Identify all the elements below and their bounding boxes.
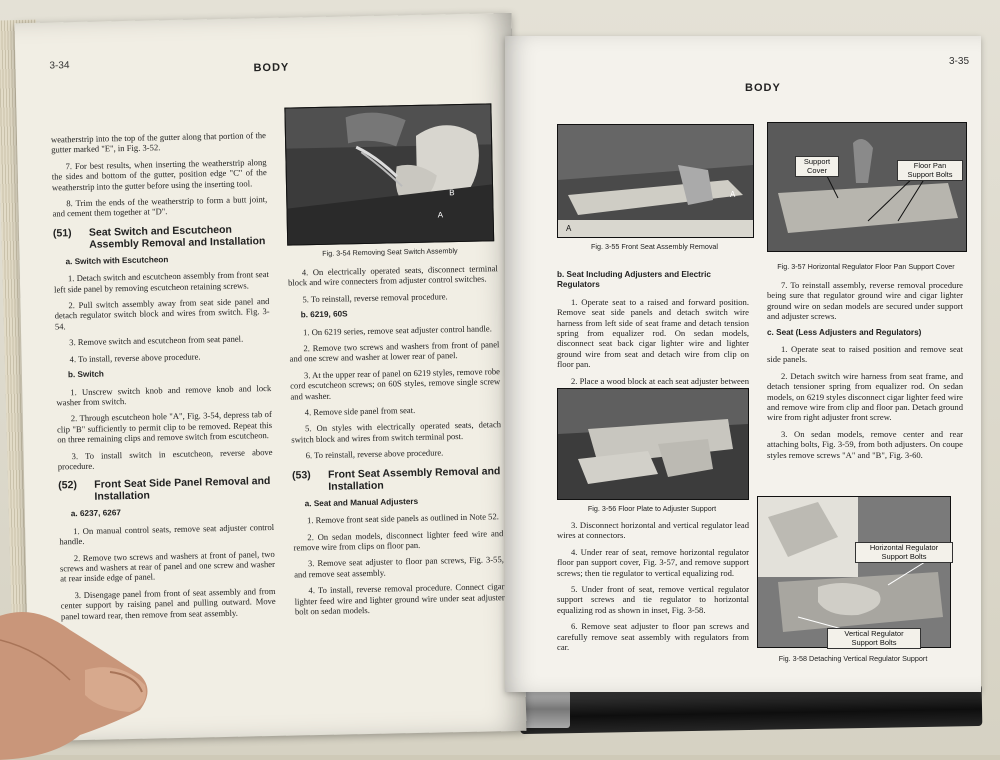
section-title: Front Seat Side Panel Removal and Installation: [94, 475, 271, 504]
subheading: b. Seat Including Adjusters and Electric Regulators: [557, 270, 711, 290]
svg-text:A: A: [730, 190, 736, 199]
step: 3. Remove seat adjuster to floor pan screws, Fig. 3-55, and remove seat assembly.: [294, 554, 504, 580]
page-header: BODY: [745, 82, 781, 94]
step: 1. Operate seat to raised position and remove seat side panels.: [767, 344, 963, 365]
figure-3-54-photo: [284, 103, 494, 245]
figure-label: Vertical Regulator Support Bolts: [827, 628, 921, 649]
figure-label: Floor Pan Support Bolts: [897, 160, 963, 181]
step: 1. Operate seat to a raised and forward position. Remove seat side panels and detach switch wire harness from left side of seat frame and detach tension spring from equalizer rod. On sedan models, disconnect seat back cigar lighter wire and lighter ground wire from seat and detach wire from clip on floor pan.: [557, 296, 749, 370]
step: 2. Remove two screws and washers at front of panel, two screws and washers at rear of panel and one screw and washer at rear inside edge of panel.: [59, 548, 276, 584]
step: 3. Disengage panel from front of seat assembly and from center support by raising panel and pulling outward. Move panel toward rear, then remove from seat assembly.: [60, 585, 276, 622]
svg-text:A: A: [437, 210, 444, 220]
figure-caption: Fig. 3-58 Detaching Vertical Regulator Support: [778, 654, 928, 663]
figure-caption: Fig. 3-55 Front Seat Assembly Removal: [590, 242, 719, 251]
step: 6. To reinstall, reverse above procedure.: [305, 447, 444, 461]
step: 3. At the upper rear of panel on 6219 styles, remove robe cord escutcheon screws; on 60S styles, remove single screw and washer.: [290, 366, 501, 402]
section-number: (52): [58, 479, 78, 492]
svg-text:B: B: [449, 188, 455, 198]
figure-label: Support Cover: [795, 156, 839, 177]
paragraph: 7. For best results, when inserting the weatherstrip along the sides and bottom of the gutter, position edge "C" of the weatherstrip into the gutter before using the inserting tool.: [51, 156, 267, 193]
binder-clip: [520, 690, 570, 728]
step: 3. Disconnect horizontal and vertical regulator lead wires at connectors.: [557, 520, 749, 541]
right-page: [505, 36, 981, 692]
figure-3-58-photo: [757, 496, 951, 648]
photo-illustration: [558, 389, 748, 499]
step: 1. On manual control seats, remove seat adjuster control handle.: [59, 521, 275, 547]
section-heading-53: [292, 465, 502, 493]
step: 4. To install, reverse removal procedure. Connect cigar lighter feed wire and lighter ground wire under seat adjuster bolt on sedan models.: [294, 581, 505, 617]
step: 3. On sedan models, remove center and rear attaching bolts, Fig. 3-59, from both adjusters. On coupe styles remove screws "A" and "B", Fig. 3-60.: [767, 428, 963, 460]
step: 2. Detach switch wire harness from seat frame, and detach tensioner spring from equalizer rod. On sedan models, on 6219 styles disconnect cigar lighter feed wire and remove wire from clip and floor pan. Detach ground wire from right adjuster front screw.: [767, 370, 963, 423]
step: 5. Under front of seat, remove vertical regulator support screws and tie regulator to horizontal equalizing rod as shown in inset, Fig. 3-58.: [557, 584, 749, 615]
step: 1. Detach switch and escutcheon assembly from front seat left side panel by removing escutcheon retaining screws.: [54, 269, 269, 295]
subheading: a. Switch with Escutcheon: [65, 254, 169, 267]
hand-holding-book: [0, 600, 160, 760]
page-number: 3-34: [49, 60, 70, 72]
step: 3. To install switch in escutcheon, reverse above procedure.: [57, 446, 273, 472]
page-number: 3-35: [949, 56, 970, 67]
figure-3-55-photo: [557, 124, 754, 238]
step: 1. Remove front seat side panels as outlined in Note 52.: [306, 511, 499, 526]
photo-illustration: [558, 125, 753, 237]
section-heading-52: [58, 475, 273, 503]
left-column-1: [51, 130, 276, 627]
svg-text:A: A: [566, 224, 572, 233]
photo-illustration: [768, 123, 966, 251]
step: 3. Remove switch and escutcheon from seat panel.: [69, 333, 244, 348]
step: 1. Unscrew switch knob and remove knob and lock washer from switch.: [56, 382, 272, 408]
photo-illustration: [758, 497, 950, 647]
step: 7. To reinstall assembly, reverse removal procedure being sure that regulator ground wire and cigar lighter ground wire on sedan models are secured under support and adjuster screws.: [767, 280, 963, 322]
step: 4. On electrically operated seats, disconnect terminal block and wire connecters from adjuster control switches.: [287, 263, 498, 289]
step: 1. On 6219 series, remove seat adjuster control handle.: [302, 322, 492, 337]
step: 2. Through escutcheon hole "A", Fig. 3-54, depress tab of clip "B" sufficiently to permit clip to be removed. Repeat this on three remaining clips and remove switch from escutcheon.: [56, 409, 273, 445]
figure-caption: Fig. 3-56 Floor Plate to Adjuster Support: [587, 504, 717, 513]
figure-3-57-photo: [767, 122, 967, 252]
step: 5. To reinstall, reverse removal procedure.: [302, 291, 448, 305]
step: 4. Under rear of seat, remove horizontal regulator floor pan support cover, Fig. 3-57, and remove support screws; then tie regulator to vertical equalizing rod.: [557, 546, 749, 578]
photo-illustration: [285, 104, 493, 244]
page-header: BODY: [253, 61, 290, 75]
subheading: c. Seat (Less Adjusters and Regulators): [767, 327, 922, 337]
step: 2. Pull switch assembly away from seat side panel and detach regulator switch block and wires from switch. Fig. 3-54.: [54, 296, 270, 332]
step: 5. On styles with electrically operated seats, detach switch block and wires from switch terminal post.: [291, 419, 502, 445]
right-column-2: [767, 280, 963, 466]
figure-caption: Fig. 3-57 Horizontal Regulator Floor Pan Support Cover: [777, 262, 955, 271]
subheading: b. 6219, 60S: [300, 309, 348, 320]
paragraph: 8. Trim the ends of the weatherstrip to form a butt joint, and cement them together at "D".: [52, 194, 268, 219]
section-number: (53): [291, 468, 311, 482]
paragraph: weatherstrip into the top of the gutter along that portion of the gutter marked "E", in Fig. 3-52.: [50, 130, 267, 155]
section-title: Front Seat Assembly Removal and Installation: [327, 464, 501, 493]
right-column-1b: [557, 520, 749, 658]
left-column-2: [288, 263, 505, 623]
step: 6. Remove seat adjuster to floor pan screws and carefully remove seat assembly with regulators from car.: [557, 621, 749, 653]
step: 2. On sedan models, disconnect lighter feed wire and remove wire from clips on floor pan.: [293, 527, 504, 553]
figure-caption: Fig. 3-54 Removing Seat Switch Assembly: [322, 246, 458, 258]
step: 2. Remove two screws and washers from front of panel and one screw and washer at lower rear of panel.: [289, 339, 500, 365]
subheading: a. 6237, 6267: [70, 508, 122, 519]
subheading: b. Switch: [67, 369, 104, 380]
step: 4. Remove side panel from seat.: [304, 405, 416, 418]
subheading: a. Seat and Manual Adjusters: [304, 496, 419, 508]
section-title: Seat Switch and Escutcheon Assembly Removal and Installation: [88, 223, 266, 251]
section-heading-51: [53, 223, 268, 251]
figure-3-56-photo: [557, 388, 749, 500]
step: 2. Place a wood block at each seat adjuster between: [571, 375, 749, 386]
step: 4. To install, reverse above procedure.: [69, 351, 201, 364]
figure-label: Horizontal Regulator Support Bolts: [855, 542, 953, 563]
section-number: (51): [52, 226, 72, 240]
